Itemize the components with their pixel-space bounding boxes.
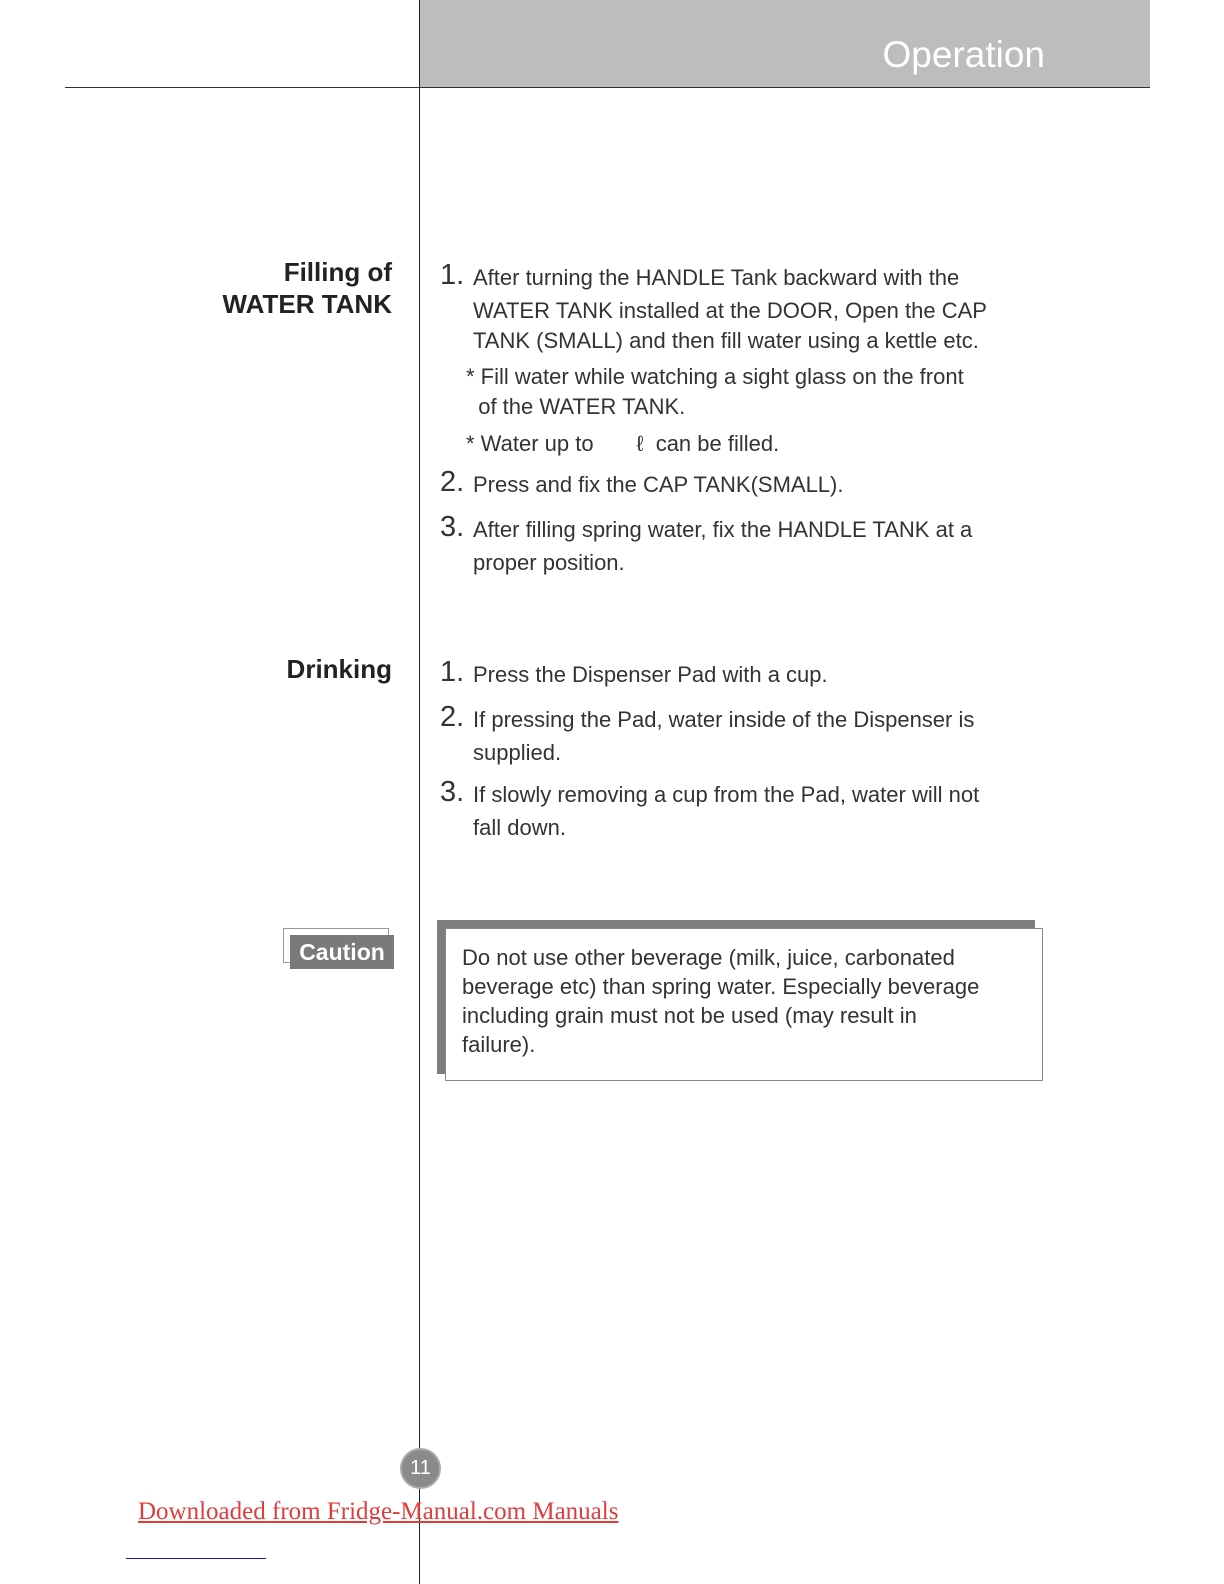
column-divider — [419, 0, 420, 1584]
step-text: If slowly removing a cup from the Pad, water will not — [473, 782, 980, 807]
step-number: 2. — [440, 701, 465, 733]
header-band — [420, 0, 1150, 87]
step-number: 1. — [440, 656, 465, 688]
caution-text: including grain must not be used (may result in — [462, 1003, 917, 1028]
caution-badge: Caution — [290, 935, 394, 969]
note-text: * Water up to ℓ can be filled. — [466, 431, 780, 456]
step-text: After turning the HANDLE Tank backward with the — [473, 265, 960, 290]
page-title: Operation — [882, 34, 1045, 75]
header-divider — [65, 87, 1150, 88]
step-text: Press the Dispenser Pad with a cup. — [473, 662, 828, 687]
step-text: TANK (SMALL) and then fill water using a kettle etc. — [473, 328, 979, 353]
link-underline — [126, 1558, 266, 1559]
caution-text: failure). — [462, 1032, 536, 1057]
caution-text: Do not use other beverage (milk, juice, carbonated — [462, 945, 955, 970]
step-number: 2. — [440, 466, 465, 498]
step-text: fall down. — [473, 815, 566, 840]
caution-text: beverage etc) than spring water. Especially beverage — [462, 974, 980, 999]
caution-box — [445, 928, 1043, 1081]
note-text: of the WATER TANK. — [466, 394, 686, 419]
note-text: * Fill water while watching a sight glass on the front — [466, 364, 964, 389]
step-number: 3. — [440, 776, 465, 808]
step-number: 3. — [440, 511, 465, 543]
section-heading-drinking: Drinking — [286, 654, 392, 684]
section-heading-filling — [223, 256, 392, 320]
step-text: Press and fix the CAP TANK(SMALL). — [473, 472, 844, 497]
page-number: 11 — [400, 1448, 441, 1489]
step-text: If pressing the Pad, water inside of the Dispenser is — [473, 707, 975, 732]
step-text: After filling spring water, fix the HANDLE TANK at a — [473, 517, 973, 542]
step-text: WATER TANK installed at the DOOR, Open the CAP — [473, 298, 987, 323]
heading-line: Filling of — [283, 257, 392, 287]
step-text: supplied. — [473, 740, 562, 765]
step-text: proper position. — [473, 550, 625, 575]
heading-line: WATER TANK — [222, 289, 392, 319]
download-link[interactable]: Downloaded from Fridge-Manual.com Manuals — [138, 1498, 619, 1525]
step-number: 1. — [440, 259, 465, 291]
